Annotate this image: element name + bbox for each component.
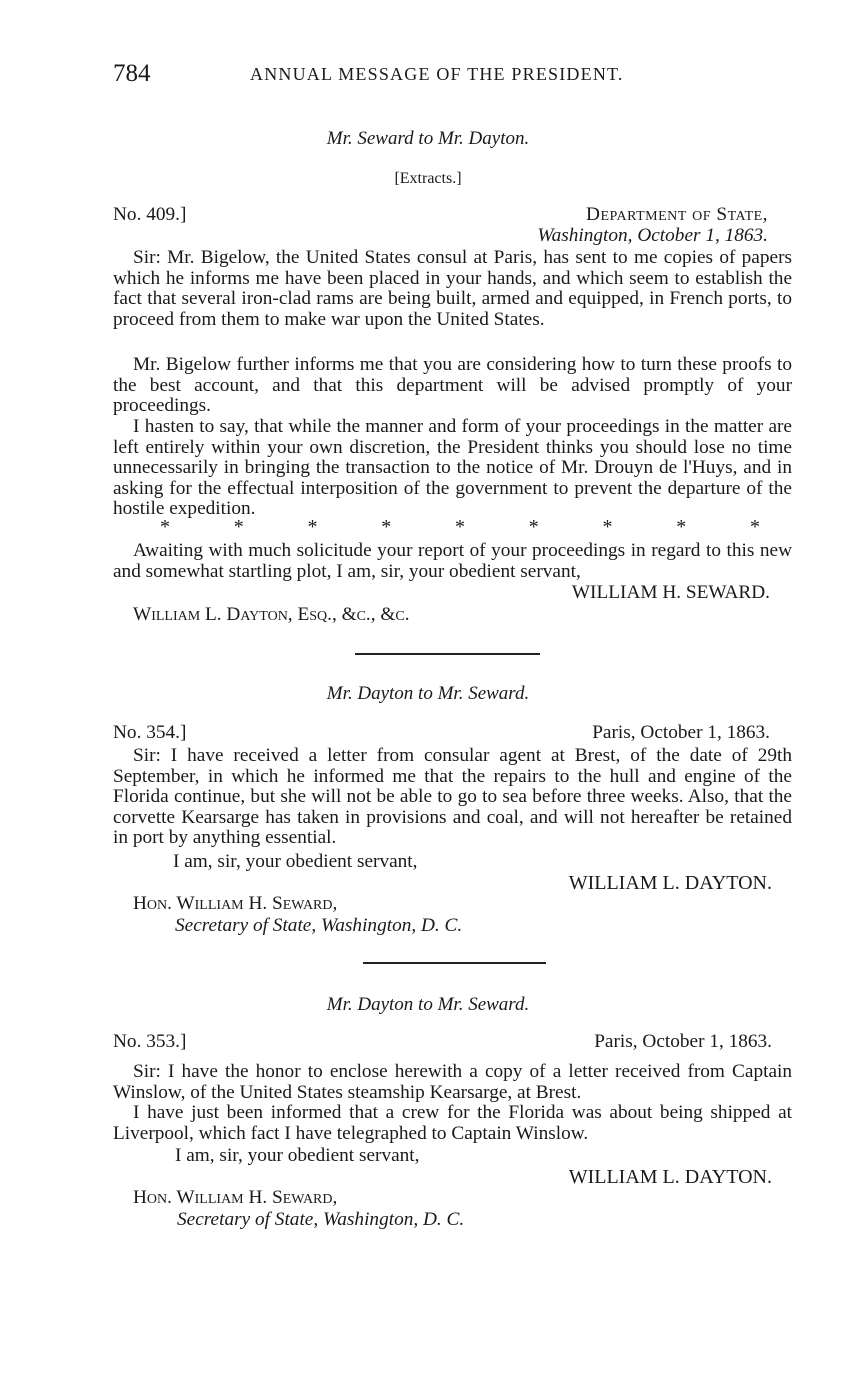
star: * (528, 516, 539, 538)
letter-1-number: No. 409.] (113, 204, 187, 225)
page-number: 784 (113, 60, 151, 87)
letter-3-paragraph-2: I have just been informed that a crew for the Florida was about being shipped at Liverpool, which fact I have telegraphed to Captain Winslow. (113, 1102, 792, 1144)
letter-2-place-date: Paris, October 1, 1863. (592, 722, 770, 743)
letter-3-place-date: Paris, October 1, 1863. (594, 1031, 772, 1052)
letter-1-origin: Department of State, (586, 204, 768, 225)
star: * (676, 516, 687, 538)
letter-3-signature: WILLIAM L. DAYTON. (568, 1166, 772, 1188)
letter-1-title: Mr. Seward to Mr. Dayton. (326, 128, 530, 149)
letter-3-closing: I am, sir, your obedient servant, (175, 1145, 420, 1166)
letter-1-paragraph-2: Mr. Bigelow further informs me that you are considering how to turn these proofs to the best account, and that this department will be advised promptly of your proceedings. (113, 354, 792, 417)
star: * (750, 516, 760, 538)
letter-1-paragraph-3: I hasten to say, that while the manner and form of your proceedings in the matter are left entirely within your own discretion, the President thinks you should lose no time unnecessarily in bringing the transaction to the notice of Mr. Drouyn de l'Huys, and in asking for the effectual interposition of the government to prevent the departure of the hostile expedition. (113, 416, 792, 520)
letter-2-signature: WILLIAM L. DAYTON. (568, 872, 772, 894)
letter-1-addressee: William L. Dayton, Esq., &c., &c. (133, 604, 410, 625)
star: * (381, 516, 392, 538)
star: * (307, 516, 318, 538)
letter-1-paragraph-1: Sir: Mr. Bigelow, the United States consul at Paris, has sent to me copies of papers which he informs me have been placed in your hands, and which seem to establish the fact that several iron-clad rams are being built, armed and equipped, in French ports, to proceed from them to make war upon the United States. (113, 247, 792, 330)
letter-1-paragraph-4: Awaiting with much solicitude your report of your proceedings in regard to this new and somewhat startling plot, I am, sir, your obedient servant, (113, 540, 792, 582)
section-divider (355, 653, 540, 655)
letter-3-addressee: Hon. William H. Seward, (133, 1187, 338, 1208)
star: * (233, 516, 244, 538)
letter-3-paragraph-1: Sir: I have the honor to enclose herewith a copy of a letter received from Captain Winslow, of the United States steamship Kearsarge, at Brest. (113, 1061, 792, 1103)
letter-2-addressee: Hon. William H. Seward, (133, 893, 338, 914)
letter-1-extracts: [Extracts.] (394, 170, 462, 187)
omission-stars (160, 517, 760, 537)
letter-2-title: Mr. Dayton to Mr. Seward. (326, 683, 530, 704)
letter-3-title: Mr. Dayton to Mr. Seward. (326, 994, 530, 1015)
letter-3-addressee-title: Secretary of State, Washington, D. C. (177, 1209, 465, 1230)
letter-2-addressee-title: Secretary of State, Washington, D. C. (175, 915, 463, 936)
star: * (602, 516, 613, 538)
letter-1-signature: WILLIAM H. SEWARD. (571, 582, 770, 603)
letter-2-closing: I am, sir, your obedient servant, (173, 851, 418, 872)
letter-1-place-date: Washington, October 1, 1863. (537, 225, 768, 246)
letter-3-number: No. 353.] (113, 1031, 187, 1052)
running-head: ANNUAL MESSAGE OF THE PRESIDENT. (250, 64, 624, 84)
letter-2-paragraph-1: Sir: I have received a letter from consular agent at Brest, of the date of 29th September, in which he informed me that the repairs to the hull and engine of the Florida continue, but she will not be able to go to sea before three weeks. Also, that the corvette Kearsarge has taken in provisions and coal, and will not hereafter be retained in port by anything essential. (113, 745, 792, 849)
star: * (455, 516, 465, 538)
star: * (160, 516, 170, 538)
section-divider (363, 962, 546, 964)
letter-2-number: No. 354.] (113, 722, 187, 743)
